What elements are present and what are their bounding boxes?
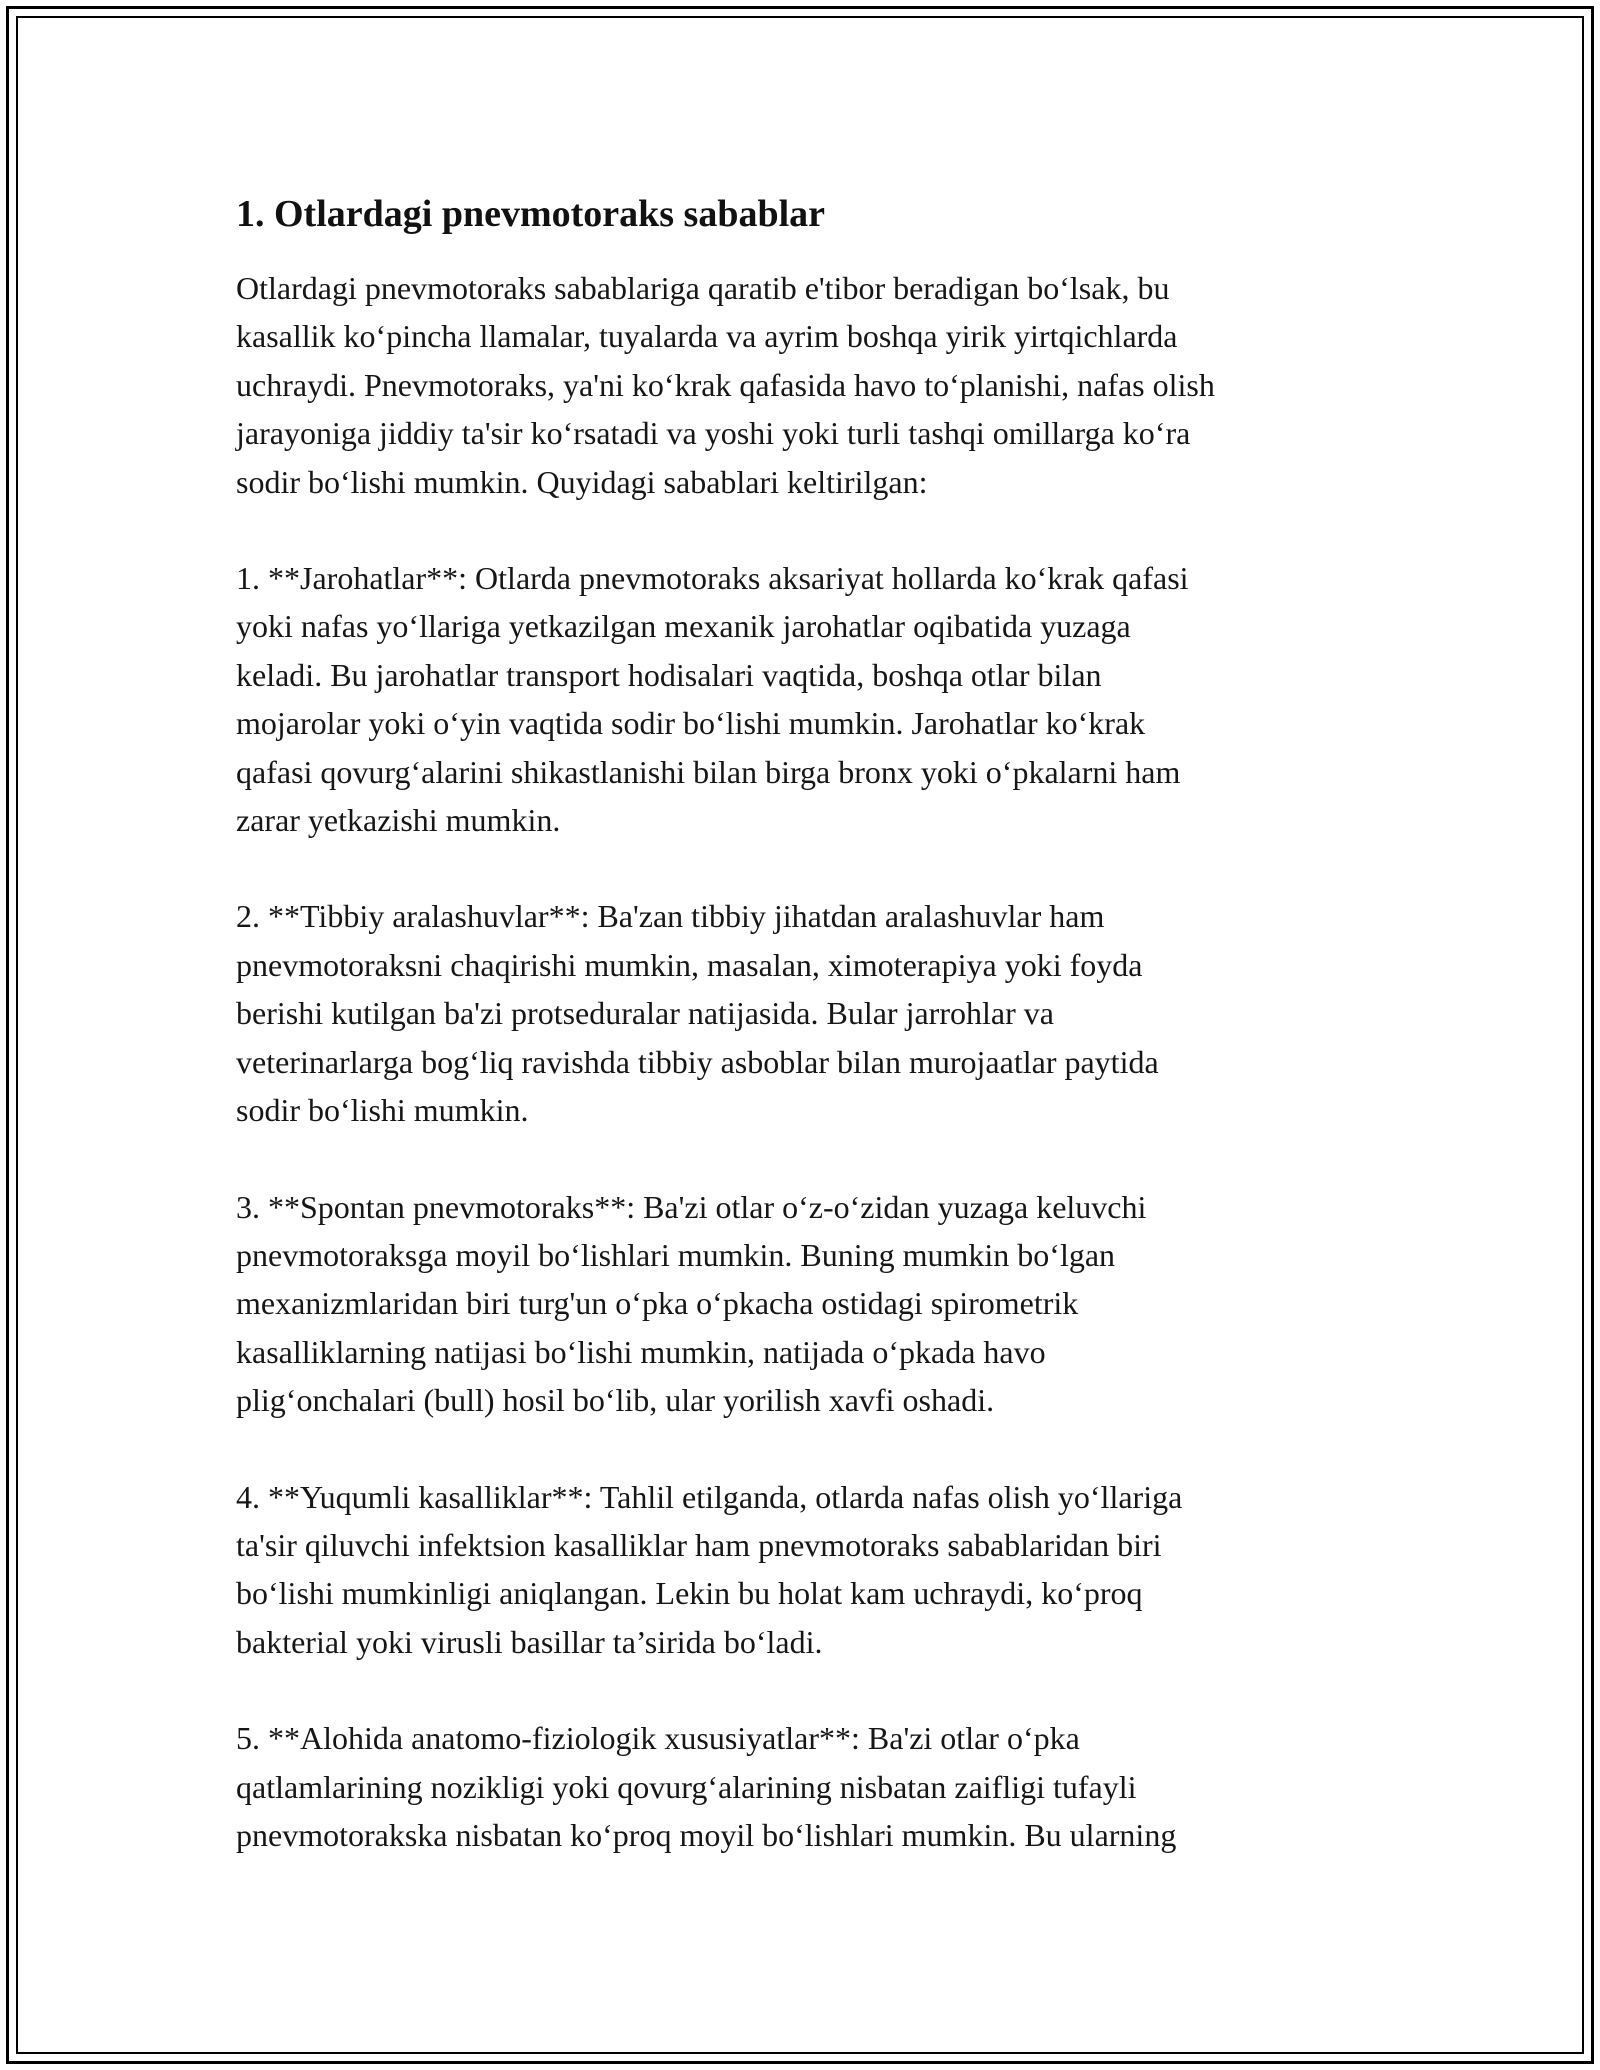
text-line: berishi kutilgan ba'zi protseduralar natijasida. Bular jarrohlar va <box>236 995 1054 1032</box>
text-line: 5. **Alohida anatomo-fiziologik xususiyatlar**: Ba'zi otlar o‘pka <box>236 1720 1080 1757</box>
text-line: bakterial yoki virusli basillar ta’sirida bo‘ladi. <box>236 1623 823 1660</box>
text-line: mexanizmlaridan biri turg'un o‘pka o‘pkacha ostidagi spirometrik <box>236 1285 1079 1322</box>
section-title: 1. Otlardagi pnevmotoraks sabablar <box>236 193 826 235</box>
paragraph <box>236 1183 1366 1425</box>
text-line: Otlardagi pnevmotoraks sabablariga qaratib e'tibor beradigan bo‘lsak, bu <box>236 270 1170 306</box>
text-line: qatlamlarining nozikligi yoki qovurg‘alarining nisbatan zaifligi tufayli <box>236 1768 1137 1805</box>
text-line: 1. **Jarohatlar**: Otlarda pnevmotoraks aksariyat hollarda ko‘krak qafasi <box>236 560 1189 597</box>
text-line: plig‘onchalari (bull) hosil bo‘lib, ular yorilish xavfi oshadi. <box>236 1382 995 1419</box>
text-line: pnevmotoraksga moyil bo‘lishlari mumkin. Buning mumkin bo‘lgan <box>236 1236 1116 1273</box>
text-line: keladi. Bu jarohatlar transport hodisalari vaqtida, boshqa otlar bilan <box>236 656 1102 693</box>
text-line: 4. **Yuqumli kasalliklar**: Tahlil etilganda, otlarda nafas olish yo‘llariga <box>236 1478 1183 1515</box>
text-line: 3. **Spontan pnevmotoraks**: Ba'zi otlar o‘z-o‘zidan yuzaga keluvchi <box>236 1188 1147 1225</box>
text-line: 2. **Tibbiy aralashuvlar**: Ba'zan tibbiy jihatdan aralashuvlar ham <box>236 898 1105 935</box>
text-line: ta'sir qiluvchi infektsion kasalliklar ham pnevmotoraks sabablaridan biri <box>236 1526 1162 1563</box>
paragraph-list <box>236 264 1366 1859</box>
text-line: kasallik ko‘pincha llamalar, tuyalarda va ayrim boshqa yirik yirtqichlarda <box>236 318 1178 355</box>
text-line: veterinarlarga bog‘liq ravishda tibbiy asboblar bilan murojaatlar paytida <box>236 1043 1159 1080</box>
paragraph <box>236 554 1366 844</box>
paragraph <box>236 264 1366 506</box>
text-line: uchraydi. Pnevmotoraks, ya'ni ko‘krak qafasida havo to‘planishi, nafas olish <box>236 366 1215 403</box>
text-line: kasalliklarning natijasi bo‘lishi mumkin, natijada o‘pkada havo <box>236 1333 1046 1370</box>
text-line: bo‘lishi mumkinligi aniqlangan. Lekin bu holat kam uchraydi, ko‘proq <box>236 1575 1143 1612</box>
paragraph <box>236 1714 1366 1859</box>
text-line: yoki nafas yo‘llariga yetkazilgan mexanik jarohatlar oqibatida yuzaga <box>236 608 1131 645</box>
paragraph <box>236 1473 1366 1667</box>
text-line: pnevmotoraksni chaqirishi mumkin, masalan, ximoterapiya yoki foyda <box>236 946 1143 983</box>
text-line: pnevmotorakska nisbatan ko‘proq moyil bo‘lishlari mumkin. Bu ularning <box>236 1816 1177 1853</box>
text-line: sodir bo‘lishi mumkin. Quyidagi sabablari keltirilgan: <box>236 463 928 500</box>
paragraph <box>236 892 1366 1134</box>
text-line: zarar yetkazishi mumkin. <box>236 802 561 839</box>
document-body <box>236 188 1366 1907</box>
text-line: sodir bo‘lishi mumkin. <box>236 1092 529 1129</box>
text-line: mojarolar yoki o‘yin vaqtida sodir bo‘lishi mumkin. Jarohatlar ko‘krak <box>236 705 1146 742</box>
text-line: qafasi qovurg‘alarini shikastlanishi bilan birga bronx yoki o‘pkalarni ham <box>236 753 1181 790</box>
text-line: jarayoniga jiddiy ta'sir ko‘rsatadi va yoshi yoki turli tashqi omillarga ko‘ra <box>236 415 1191 452</box>
